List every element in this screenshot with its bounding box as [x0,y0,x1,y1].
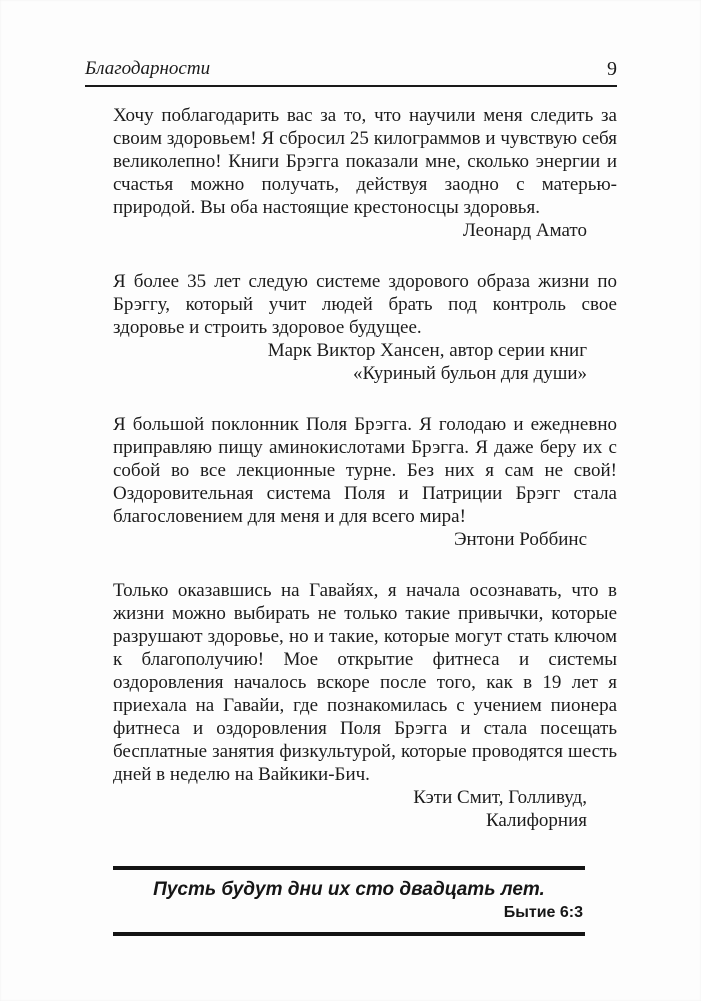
testimonial-block [113,579,617,832]
testimonial-text: Только оказавшись на Гавайях, я начала осознавать, что в жизни можно выбирать не только такие привычки, которые разрушают здоровье, но и такие, которые могут стать ключом к благополучию! Мое открытие фитнеса и системы оздоровления началось вскоре после того, как в 19 лет я приехала на Гавайи, где познакомилась с учением пионера фитнеса и оздоровления Поля Брэгга и стала посещать бесплатные занятия физкультурой, которые проводятся шесть дней в неделю на Вайкики-Бич. [113,580,617,785]
testimonial-text: Я большой поклонник Поля Брэгга. Я голодаю и ежедневно приправляю пищу аминокислотами Брэгга. Я даже беру их с собой во все лекционные турне. Без них я сам не свой! Оздоровительная система Поля и Патриции Брэгг стала благословением для меня и для всего мира! [113,414,617,527]
running-header [85,58,617,87]
testimonial-block [113,270,617,385]
signature-line: «Куриный бульон для души» [352,363,587,384]
testimonial-text: Я более 35 лет следую системе здорового образа жизни по Брэггу, который учит людей брать под контроль свое здоровье и строить здоровое будущее. [113,271,617,338]
signature-line: Калифорния [485,810,587,831]
testimonial-block [113,104,617,242]
page-content [113,104,617,832]
epigraph [113,866,585,936]
testimonial-block [113,413,617,551]
epigraph-quote: Пусть будут дни их сто двадцать лет. [153,879,545,900]
signature-line: Кэти Смит, Голливуд, [413,787,587,808]
signature-line: Марк Виктор Хансен, автор серии книг [267,340,587,361]
page-number: 9 [607,58,617,80]
testimonial-text: Хочу поблагодарить вас за то, что научили меня следить за своим здоровьем! Я сбросил 25 килограммов и чувствую себя великолепно! Книги Брэгга показали мне, сколько энергии и счастья можно получать, действуя заодно с матерью-природой. Вы оба настоящие крестоносцы здоровья. [113,105,617,218]
signature-line: Леонард Амато [462,220,587,241]
epigraph-source: Бытие 6:3 [503,904,583,921]
running-header-title: Благодарности [85,58,211,79]
signature-line: Энтони Роббинс [453,529,587,550]
